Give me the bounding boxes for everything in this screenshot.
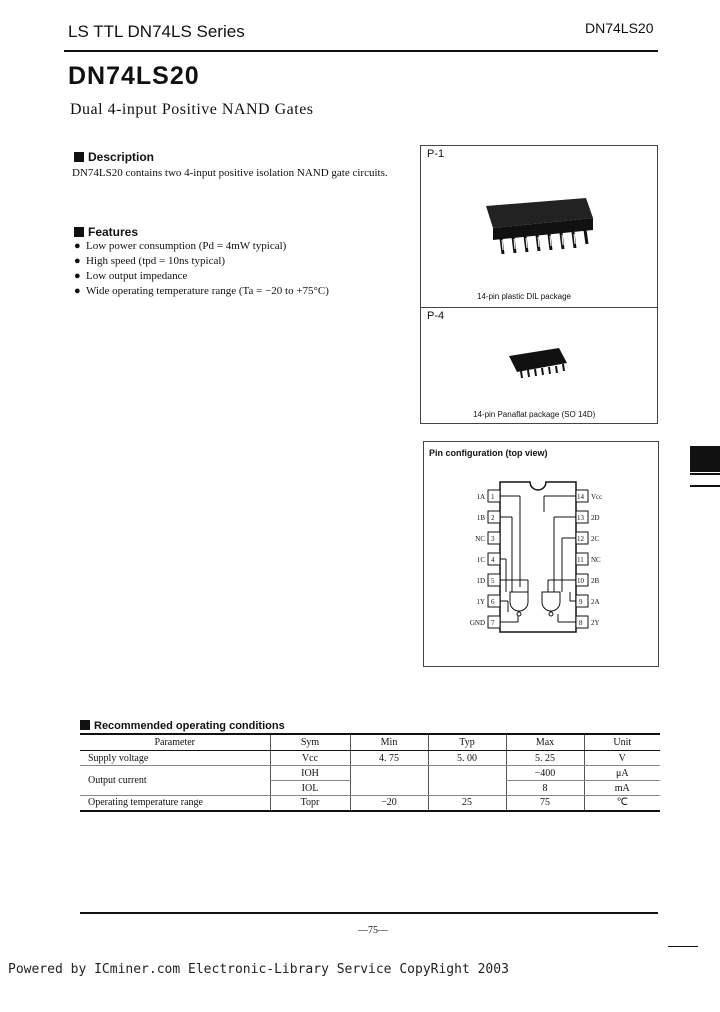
operating-conditions-table xyxy=(80,733,660,812)
column-header: Max xyxy=(506,734,584,751)
header-rule xyxy=(64,50,658,52)
operating-conditions-heading-text: Recommended operating conditions xyxy=(94,720,285,732)
square-bullet-icon xyxy=(80,720,90,730)
table-header-row xyxy=(80,734,660,751)
pin-10-name: 2B xyxy=(591,577,600,585)
pin-8-number: 8 xyxy=(579,619,583,627)
pin-5-number: 5 xyxy=(491,577,495,585)
powered-by-footer: Powered by ICminer.com Electronic-Library Service CopyRight 2003 xyxy=(8,962,509,977)
column-header: Parameter xyxy=(80,734,270,751)
column-header: Unit xyxy=(584,734,660,751)
pin-9-name: 2A xyxy=(591,598,600,606)
square-bullet-icon xyxy=(74,152,84,162)
footer-rule xyxy=(80,912,658,914)
pin-14-name: Vcc xyxy=(591,493,603,501)
package-p1-panel xyxy=(420,145,658,308)
pin-configuration-panel xyxy=(423,441,659,667)
features-heading xyxy=(74,225,138,239)
pin-12-number: 12 xyxy=(577,535,584,543)
pin-1-name: 1A xyxy=(476,493,485,501)
part-number: DN74LS20 xyxy=(68,62,200,90)
section-index-tab xyxy=(690,446,720,472)
section-index-tab-lines xyxy=(690,473,720,487)
bullet-icon: ● xyxy=(74,270,81,282)
pin-diagram xyxy=(424,442,658,666)
pin-3-name: NC xyxy=(475,535,485,543)
package-p1-caption: 14-pin plastic DIL package xyxy=(477,292,571,301)
nand-gate-icon xyxy=(510,592,560,616)
pin-10-number: 10 xyxy=(577,577,584,585)
bullet-icon: ● xyxy=(74,285,81,297)
page-number: —75— xyxy=(358,925,388,936)
subtitle: Dual 4-input Positive NAND Gates xyxy=(70,101,314,118)
square-bullet-icon xyxy=(74,227,84,237)
panaflat-package-icon xyxy=(421,308,657,418)
description-heading xyxy=(74,150,154,164)
features-heading-text: Features xyxy=(88,225,139,239)
pin-6-number: 6 xyxy=(491,598,495,606)
dil-package-icon xyxy=(421,146,657,306)
part-header: DN74LS20 xyxy=(585,20,654,36)
pin-9-number: 9 xyxy=(579,598,583,606)
pin-7-name: GND xyxy=(469,619,485,627)
package-p4-panel xyxy=(420,308,658,424)
bullet-icon: ● xyxy=(74,255,81,267)
list-item: ● Low output impedance xyxy=(74,270,188,282)
pin-1-number: 1 xyxy=(491,493,495,501)
pin-14-number: 14 xyxy=(577,493,584,501)
table-row: Output current IOH −400 μA xyxy=(80,766,660,781)
ic-body-outline xyxy=(500,482,576,632)
pin-2-name: 1B xyxy=(476,514,485,522)
package-p4-label: P-4 xyxy=(427,310,445,322)
column-header: Sym xyxy=(270,734,350,751)
pin-12-name: 2C xyxy=(591,535,600,543)
table-row: Supply voltage Vcc 4. 75 5. 00 5. 25 V xyxy=(80,751,660,766)
margin-rule xyxy=(668,946,698,947)
pin-13-number: 13 xyxy=(577,514,584,522)
package-p4-caption: 14-pin Panaflat package (SO 14D) xyxy=(473,410,596,419)
pin-8-name: 2Y xyxy=(591,619,600,627)
operating-conditions-heading xyxy=(80,720,285,732)
list-item: ● Low power consumption (Pd = 4mW typical) xyxy=(74,240,287,252)
features-list xyxy=(74,239,329,299)
pin-5-name: 1D xyxy=(476,577,485,585)
pin-11-name: NC xyxy=(591,556,601,564)
pin-4-number: 4 xyxy=(491,556,495,564)
bullet-icon: ● xyxy=(74,240,81,252)
description-text: DN74LS20 contains two 4-input positive isolation NAND gate circuits. xyxy=(72,167,388,179)
list-item: ● High speed (tpd = 10ns typical) xyxy=(74,255,226,267)
table-row: IOL 8 mA xyxy=(80,781,660,796)
package-p1-label: P-1 xyxy=(427,148,445,160)
description-heading-text: Description xyxy=(88,150,155,164)
column-header: Typ xyxy=(428,734,506,751)
pin-config-heading: Pin configuration (top view) xyxy=(429,448,548,458)
pin-6-name: 1Y xyxy=(476,598,485,606)
table-row: Operating temperature range Topr −20 25 75 ℃ xyxy=(80,796,660,811)
list-item: ● Wide operating temperature range (Ta = −20 to +75°C) xyxy=(74,285,329,297)
series-title: LS TTL DN74LS Series xyxy=(68,22,245,41)
pin-13-name: 2D xyxy=(591,514,600,522)
pin-4-name: 1C xyxy=(476,556,485,564)
column-header: Min xyxy=(350,734,428,751)
pin-7-number: 7 xyxy=(491,619,495,627)
pin-2-number: 2 xyxy=(491,514,495,522)
pin-11-number: 11 xyxy=(577,556,584,564)
pin-3-number: 3 xyxy=(491,535,495,543)
